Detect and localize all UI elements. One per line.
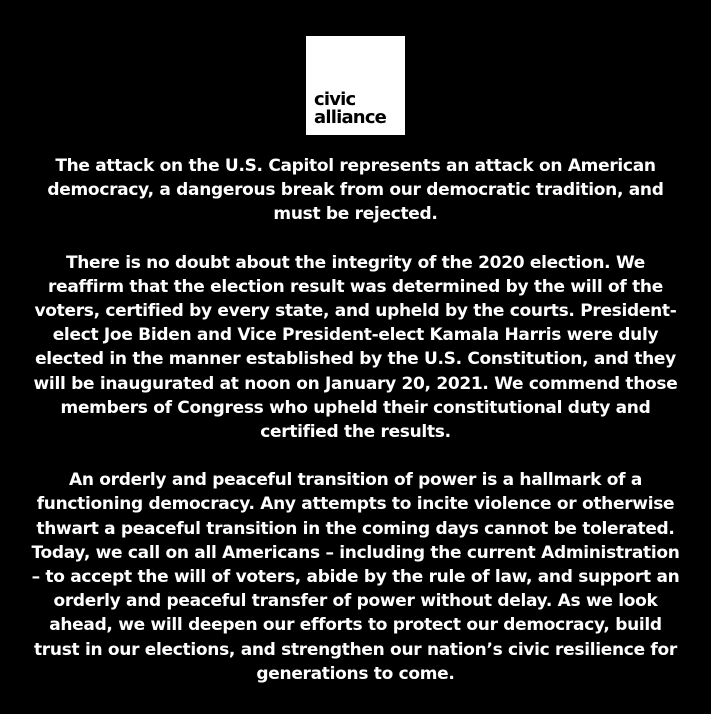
logo-wordmark <box>314 91 386 127</box>
statement-body <box>28 154 683 686</box>
statement-paragraph-1: The attack on the U.S. Capitol represents an attack on American democracy, a dangerous break from our democratic tradition, and must be rejected. <box>47 156 664 225</box>
civic-alliance-logo <box>306 36 405 135</box>
logo-wordmark-line-2: alliance <box>314 107 387 128</box>
statement-paragraph-2: There is no doubt about the integrity of the 2020 election. We reaffirm that the election result was determined by the will of the voters, certified by every state, and upheld by the courts. President-elect Joe Biden and Vice President-elect Kamala Harris were duly elected in the manner established by the U.S. Constitution, and they will be inaugurated at noon on January 20, 2021. We commend those members of Congress who upheld their constitutional duty and certified the results. <box>33 252 678 443</box>
statement-paragraph-3: An orderly and peaceful transition of power is a hallmark of a functioning democracy. Any attempts to incite violence or otherwise thwart a peaceful transition in the coming days cannot be tolerated. Today, we call on all Americans – including the current Administration – to accept the will of voters, abide by the rule of law, and support an orderly and peaceful transfer of power without delay. As we look ahead, we will deepen our efforts to protect our democracy, build trust in our elections, and strengthen our nation’s civic resilience for generations to come. <box>31 470 680 684</box>
logo-wordmark-line-1: civic <box>314 89 356 110</box>
